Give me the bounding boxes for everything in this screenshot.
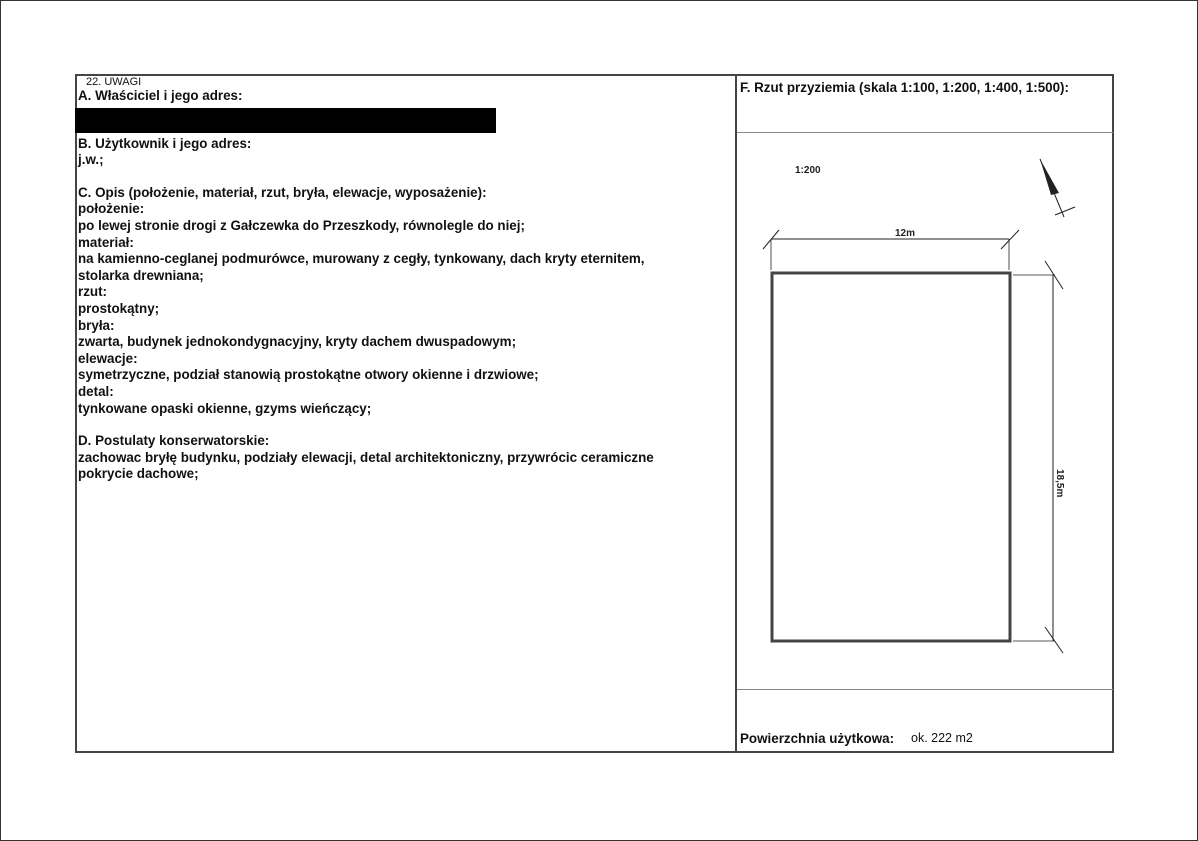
spacer (77, 169, 733, 185)
north-arrow-icon (1040, 159, 1075, 217)
usable-area-value: ok. 222 m2 (911, 731, 973, 745)
elevations-label: elewacje: (78, 350, 138, 366)
location-label: położenie: (78, 201, 145, 217)
user-value: j.w.; (78, 152, 104, 168)
elevations-value: symetrzyczne, podział stanowią prostokątne otwory okienne i drzwiowe; (78, 367, 539, 383)
mass-value: zwarta, budynek jednokondygnacyjny, kryty dachem dwuspadowym; (78, 334, 517, 350)
material-value-1: na kamienno-ceglanej podmurówce, murowany z cegły, tynkowany, dach kryty eternitem, (78, 251, 645, 267)
conservation-value-1: zachowac bryłę budynku, podziały elewacji, detal architektoniczny, przywrócic ceramiczne (78, 449, 654, 465)
material-value-2: stolarka drewniana; (78, 267, 204, 283)
length-label: 18,5m (1054, 469, 1065, 498)
building-footprint (772, 273, 1010, 641)
width-label: 12m (895, 228, 916, 239)
location-value: po lewej stronie drogi z Gałczewka do Przeszkody, równolegle do niej; (78, 217, 525, 233)
section-number: 22. UWAGI (86, 76, 142, 88)
conservation-value-2: pokrycie dachowe; (78, 466, 199, 482)
detail-value: tynkowane opaski okienne, gzyms wieńczący; (78, 400, 372, 416)
length-dimension (1013, 261, 1065, 653)
usable-area-label: Powierzchnia użytkowa: (740, 731, 895, 746)
description-heading: C. Opis (położenie, materiał, rzut, bryła, elewacje, wyposażenie): (78, 184, 487, 200)
spacer (77, 417, 733, 433)
conservation-heading: D. Postulaty konserwatorskie: (78, 433, 270, 449)
user-heading: B. Użytkownik i jego adres: (78, 135, 252, 151)
left-column (77, 76, 733, 483)
detail-label: detal: (78, 383, 114, 399)
redaction-bar (75, 108, 496, 133)
width-dimension (763, 228, 1019, 270)
scale-label: 1:200 (795, 165, 821, 176)
plan-value: prostokątny; (78, 300, 160, 316)
floor-plan-heading: F. Rzut przyziemia (skala 1:100, 1:200, 1:400, 1:500): (740, 80, 1069, 95)
floor-plan-drawing (737, 133, 1113, 688)
mass-label: bryła: (78, 317, 115, 333)
owner-heading: A. Właściciel i jego adres: (78, 88, 243, 103)
plan-label: rzut: (78, 284, 108, 300)
material-label: materiał: (78, 234, 134, 250)
